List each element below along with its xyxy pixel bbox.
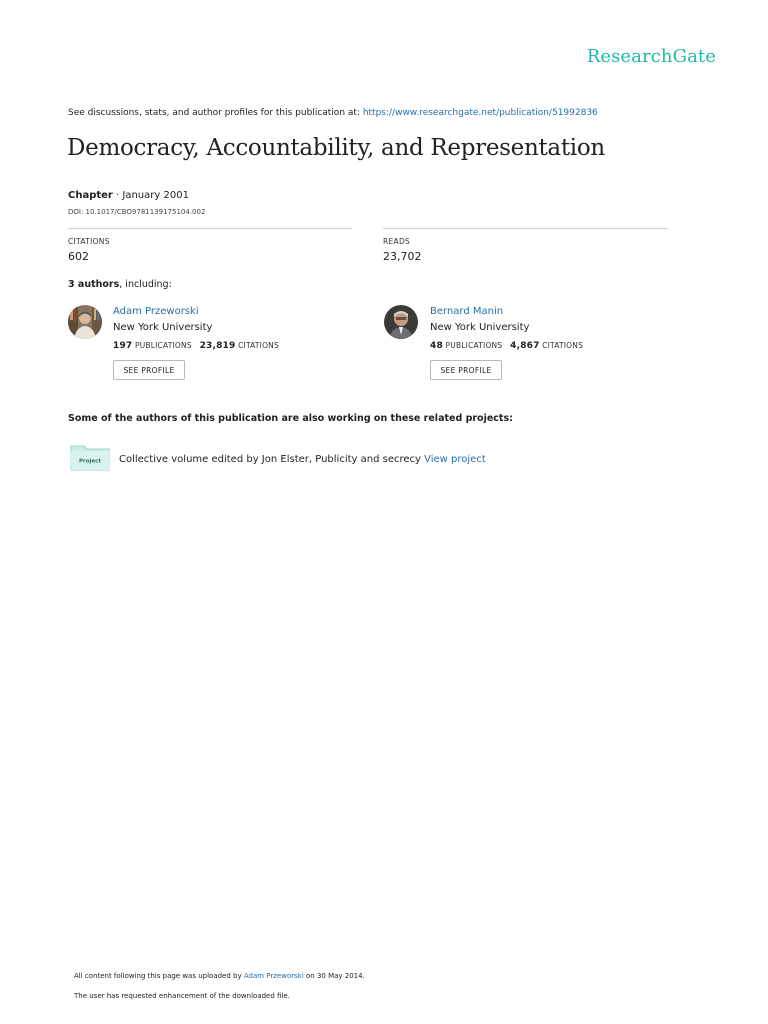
author-citations-count: 4,867 [510,341,540,351]
citations-divider [68,228,352,229]
authors-count: 3 authors [68,279,120,290]
author-name-bernard-manin[interactable]: Bernard Manin [430,306,504,317]
author-stats [430,341,583,351]
intro-line [68,108,598,118]
project-description: Collective volume edited by Jon Elster, Publicity and secrecy [119,454,425,465]
related-projects-heading: Some of the authors of this publication are also working on these related projects: [68,413,513,424]
project-entry [119,454,486,465]
intro-text: See discussions, stats, and author profiles for this publication at: [68,108,363,118]
author-publications-label: PUBLICATIONS [445,341,503,350]
citations-label: CITATIONS [68,237,110,246]
author-institution: New York University [430,322,530,333]
reads-label: READS [383,237,411,246]
see-profile-button[interactable]: SEE PROFILE [113,360,185,380]
upload-notice [74,972,365,980]
author-name-adam-przeworski[interactable]: Adam Przeworski [113,306,199,317]
upload-notice-suffix: on 30 May 2014. [303,972,365,980]
uploader-link[interactable]: Adam Przeworski [243,972,304,980]
author-citations-count: 23,819 [199,341,236,351]
author-citations-label: CITATIONS [238,341,279,350]
see-profile-button[interactable]: SEE PROFILE [430,360,502,380]
authors-including: , including: [119,279,172,290]
avatar-photo-icon [384,305,418,339]
avatar-bernard-manin[interactable] [384,305,418,339]
researchgate-logo[interactable]: ResearchGate [586,46,716,67]
project-folder-icon [70,443,110,471]
author-stats [113,341,279,351]
publication-url-link[interactable]: https://www.researchgate.net/publication/51992836 [362,108,598,118]
enhancement-notice: The user has requested enhancement of the downloaded file. [74,992,290,1000]
avatar-photo-icon [68,305,102,339]
avatar-adam-przeworski[interactable] [68,305,102,339]
author-citations-label: CITATIONS [542,341,584,350]
reads-divider [383,228,668,229]
publication-date: · January 2001 [112,190,189,201]
publication-doi: DOI: 10.1017/CBO9781139175104.002 [68,208,206,216]
reads-count: 23,702 [383,250,422,263]
citations-count: 602 [68,250,89,263]
upload-notice-prefix: All content following this page was uploaded by [74,972,244,980]
author-institution: New York University [113,322,213,333]
publication-meta [68,190,189,201]
author-publications-count: 48 [430,341,443,351]
publication-title: Democracy, Accountability, and Representation [67,135,605,161]
publication-type: Chapter [68,190,113,201]
project-icon-label: Project [78,458,102,465]
author-publications-label: PUBLICATIONS [134,341,192,350]
author-publications-count: 197 [113,341,133,351]
authors-heading [68,279,172,290]
view-project-link[interactable]: View project [424,454,486,465]
